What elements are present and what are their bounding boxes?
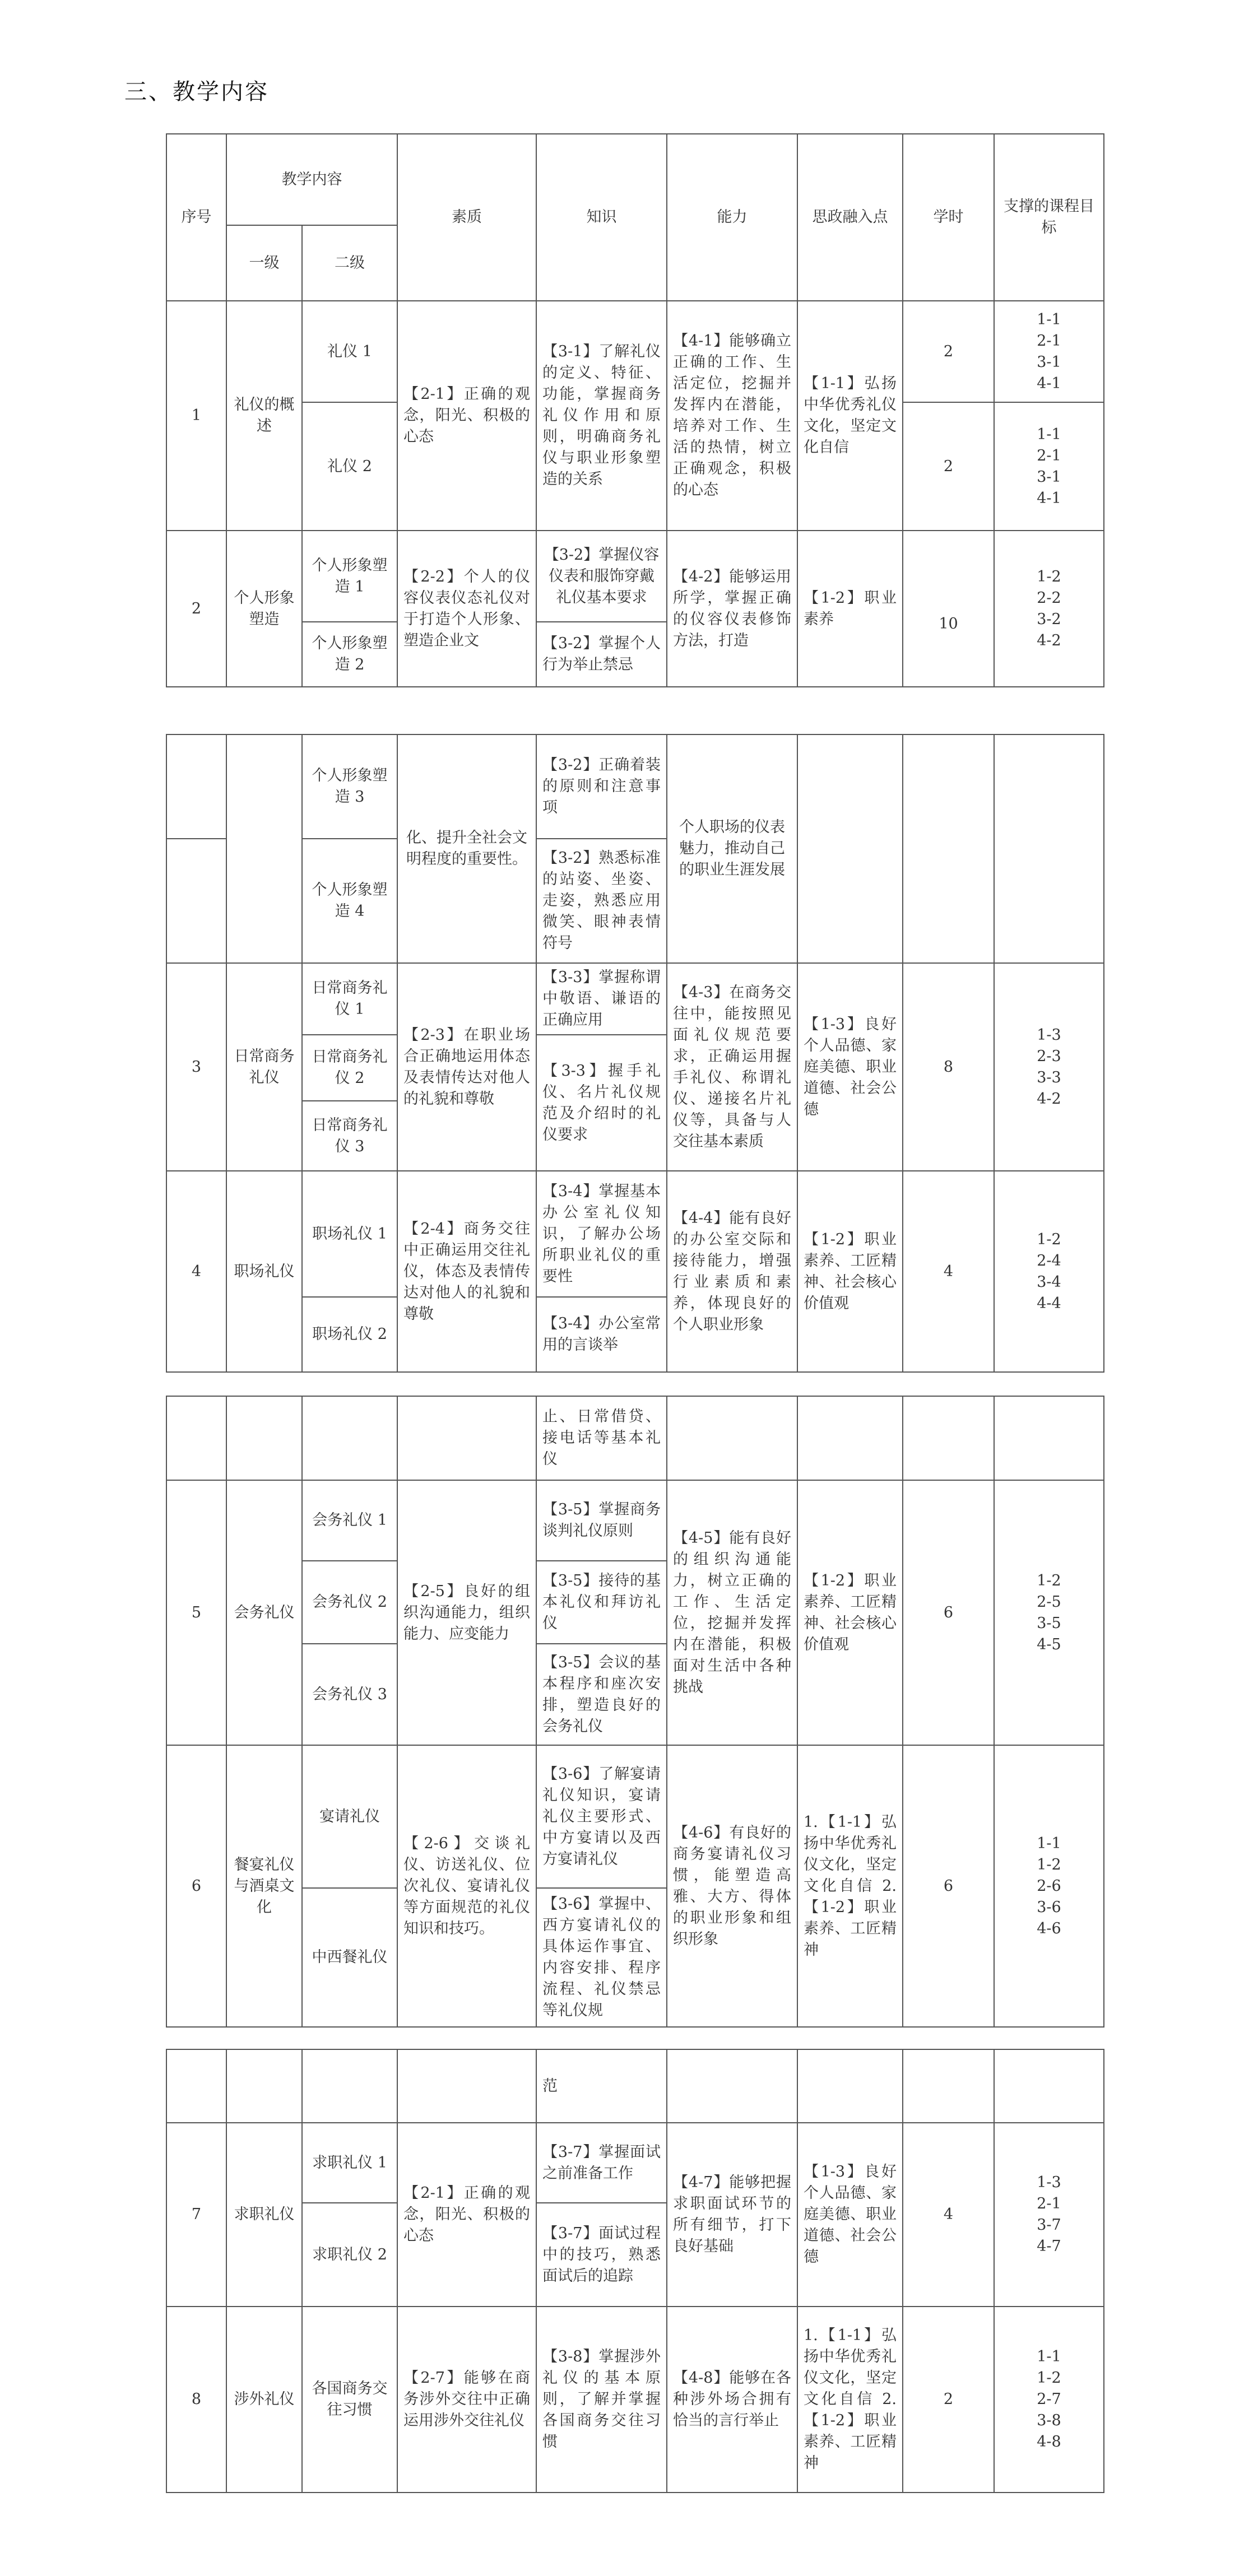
row1-knowledge: 【3-1】了解礼仪的定义、特征、功能，掌握商务礼仪作用和原则，明确商务礼仪与职业形象塑造的关系 <box>536 301 667 531</box>
row5-goal <box>994 1480 1104 1745</box>
row5-level1: 会务礼仪 <box>226 1480 302 1745</box>
row7-level1: 求职礼仪 <box>226 2123 302 2307</box>
goal-item: 2-4 <box>1037 1252 1061 1270</box>
header-content: 教学内容 <box>226 134 397 225</box>
row7-ability: 【4-7】能够把握求职面试环节的所有细节，打下良好基础 <box>667 2123 797 2307</box>
goal-item: 2-7 <box>1037 2391 1061 2408</box>
goal-item: 1-1 <box>1037 310 1061 328</box>
goal-item: 3-8 <box>1037 2412 1061 2429</box>
row3-level2-a: 日常商务礼仪 1 <box>302 963 397 1035</box>
row2-no: 2 <box>166 531 226 687</box>
row2-knowledge-b: 【3-2】掌握个人行为举止禁忌 <box>536 622 667 687</box>
goal-item: 1-2 <box>1037 1571 1061 1589</box>
goal-item: 4-2 <box>1037 1090 1061 1108</box>
goal-item: 2-5 <box>1037 1593 1061 1611</box>
cont-level1 <box>226 734 302 963</box>
cont4-quality <box>397 2049 536 2123</box>
row4-quality: 【2-4】商务交往中正确运用交往礼仪，体态及表情传达对他人的礼貌和尊敬 <box>397 1171 536 1372</box>
row4-ideology: 【1-2】职业素养、工匠精神、社会核心价值观 <box>797 1171 903 1372</box>
row4-no: 4 <box>166 1171 226 1372</box>
row3-quality: 【2-3】在职业场合正确地运用体态及表情传达对他人的礼貌和尊敬 <box>397 963 536 1171</box>
row5-ideology: 【1-2】职业素养、工匠精神、社会核心价值观 <box>797 1480 903 1745</box>
cont4-ideology <box>797 2049 903 2123</box>
row3-goal <box>994 963 1104 1171</box>
goal-item: 2-1 <box>1037 2195 1061 2212</box>
row5-quality: 【2-5】良好的组织沟通能力，组织能力、应变能力 <box>397 1480 536 1745</box>
goal-item: 2-2 <box>1037 589 1061 607</box>
goal-item: 3-7 <box>1037 2216 1061 2234</box>
row4-knowledge-b: 【3-4】办公室常用的言谈举 <box>536 1297 667 1372</box>
row2-ability: 【4-2】能够运用所学，掌握正确的仪容仪表修饰方法，打造 <box>667 531 797 687</box>
row6-level2-b: 中西餐礼仪 <box>302 1888 397 2027</box>
row8-goal <box>994 2307 1104 2493</box>
goal-item: 1-1 <box>1037 2348 1061 2365</box>
goal-item: 3-1 <box>1037 468 1061 486</box>
row1-goal-b <box>994 402 1104 531</box>
content-table-part-1 <box>166 133 1104 687</box>
cont3-knowledge: 止、日常借贷、接电话等基本礼仪 <box>536 1396 667 1480</box>
content-table-part-3 <box>166 1396 1104 2028</box>
goal-item: 1-1 <box>1037 1834 1061 1852</box>
row7-level2-b: 求职礼仪 2 <box>302 2203 397 2307</box>
row6-no: 6 <box>166 1745 226 2027</box>
goal-item: 4-4 <box>1037 1294 1061 1312</box>
row6-level1: 餐宴礼仪与酒桌文化 <box>226 1745 302 2027</box>
row3-ability: 【4-3】在商务交往中，能按照见面礼仪规范要求，正确运用握手礼仪、称谓礼仪、递接名片礼仪等，具备与人交往基本素质 <box>667 963 797 1171</box>
header-ideology: 思政融入点 <box>797 134 903 301</box>
row3-knowledge-a: 【3-3】掌握称谓中敬语、谦语的正确应用 <box>536 963 667 1035</box>
row1-level2-a: 礼仪 1 <box>302 301 397 402</box>
cont-hours <box>903 734 994 963</box>
row7-hours: 4 <box>903 2123 994 2307</box>
cont-knowledge-a: 【3-2】正确着装的原则和注意事项 <box>536 734 667 839</box>
header-hours: 学时 <box>903 134 994 301</box>
goal-item: 3-6 <box>1037 1898 1061 1916</box>
row1-hours-b: 2 <box>903 402 994 531</box>
row7-no: 7 <box>166 2123 226 2307</box>
row7-quality: 【2-1】正确的观念，阳光、积极的心态 <box>397 2123 536 2307</box>
cont3-hours <box>903 1396 994 1480</box>
goal-item: 4-8 <box>1037 2433 1061 2451</box>
row2-quality: 【2-2】个人的仪容仪表仪态礼仪对于打造个人形象、塑造企业文 <box>397 531 536 687</box>
goal-item: 4-1 <box>1037 374 1061 392</box>
row3-ideology: 【1-3】良好个人品德、家庭美德、职业道德、社会公德 <box>797 963 903 1171</box>
header-goal: 支撑的课程目标 <box>994 134 1104 301</box>
cont4-ability <box>667 2049 797 2123</box>
row8-knowledge: 【3-8】掌握涉外礼仪的基本原则，了解并掌握各国商务交往习惯 <box>536 2307 667 2493</box>
header-seq: 序号 <box>166 134 226 301</box>
cont-ideology <box>797 734 903 963</box>
cont3-no <box>166 1396 226 1480</box>
cont-quality: 化、提升全社会文明程度的重要性。 <box>397 734 536 963</box>
cont3-level1 <box>226 1396 302 1480</box>
row4-level2-b: 职场礼仪 2 <box>302 1297 397 1372</box>
header-level1: 一级 <box>226 225 302 301</box>
row5-knowledge-c: 【3-5】会议的基本程序和座次安排，塑造良好的会务礼仪 <box>536 1644 667 1745</box>
goal-item: 3-5 <box>1037 1614 1061 1632</box>
row4-level2-a: 职场礼仪 1 <box>302 1171 397 1297</box>
row5-no: 5 <box>166 1480 226 1745</box>
cont-level2-a: 个人形象塑造 3 <box>302 734 397 839</box>
goal-item: 1-3 <box>1037 2174 1061 2191</box>
row5-knowledge-a: 【3-5】掌握商务谈判礼仪原则 <box>536 1480 667 1561</box>
row8-level1: 涉外礼仪 <box>226 2307 302 2493</box>
row6-ideology: 1.【1-1】弘扬中华优秀礼仪文化，坚定文化自信 2.【1-2】职业素养、工匠精神 <box>797 1745 903 2027</box>
row3-level2-b: 日常商务礼仪 2 <box>302 1035 397 1101</box>
goal-item: 4-2 <box>1037 631 1061 649</box>
row1-hours-a: 2 <box>903 301 994 402</box>
row6-level2-a: 宴请礼仪 <box>302 1745 397 1888</box>
row7-goal <box>994 2123 1104 2307</box>
content-table-part-2 <box>166 734 1104 1373</box>
goal-item: 1-2 <box>1037 568 1061 585</box>
header-ability: 能力 <box>667 134 797 301</box>
cont3-ideology <box>797 1396 903 1480</box>
cont-ability: 个人职场的仪表魅力，推动自己的职业生涯发展 <box>667 734 797 963</box>
content-table-part-4 <box>166 2049 1104 2493</box>
goal-item: 3-3 <box>1037 1068 1061 1086</box>
goal-item: 4-7 <box>1037 2238 1061 2255</box>
row7-level2-a: 求职礼仪 1 <box>302 2123 397 2203</box>
cont4-goal <box>994 2049 1104 2123</box>
row3-no: 3 <box>166 963 226 1171</box>
goal-item: 2-1 <box>1037 332 1061 350</box>
row8-no: 8 <box>166 2307 226 2493</box>
row5-level2-c: 会务礼仪 3 <box>302 1644 397 1745</box>
row4-goal <box>994 1171 1104 1372</box>
cont4-level2 <box>302 2049 397 2123</box>
row4-ability: 【4-4】能有良好的办公室交际和接待能力，增强行业素质和素养，体现良好的个人职业形象 <box>667 1171 797 1372</box>
row7-knowledge-b: 【3-7】面试过程中的技巧，熟悉面试后的追踪 <box>536 2203 667 2307</box>
cont4-no <box>166 2049 226 2123</box>
row1-level1: 礼仪的概述 <box>226 301 302 531</box>
cont-knowledge-b: 【3-2】熟悉标准的站姿、坐姿、走姿，熟悉应用微笑、眼神表情符号 <box>536 839 667 963</box>
cont3-ability <box>667 1396 797 1480</box>
goal-item: 4-1 <box>1037 489 1061 507</box>
goal-item: 4-5 <box>1037 1635 1061 1653</box>
header-level2: 二级 <box>302 225 397 301</box>
row6-hours: 6 <box>903 1745 994 2027</box>
cont3-quality <box>397 1396 536 1480</box>
row5-knowledge-b: 【3-5】接待的基本礼仪和拜访礼仪 <box>536 1561 667 1644</box>
goal-item: 1-2 <box>1037 1230 1061 1248</box>
row3-level1: 日常商务礼仪 <box>226 963 302 1171</box>
row1-no: 1 <box>166 301 226 531</box>
goal-item: 3-2 <box>1037 610 1061 628</box>
header-quality: 素质 <box>397 134 536 301</box>
goal-item: 3-1 <box>1037 353 1061 371</box>
row3-knowledge-b: 【3-3】握手礼仪、名片礼仪规范及介绍时的礼仪要求 <box>536 1035 667 1171</box>
row2-level1: 个人形象塑造 <box>226 531 302 687</box>
cont4-level1 <box>226 2049 302 2123</box>
row4-knowledge-a: 【3-4】掌握基本办公室礼仪知识，了解办公场所职业礼仪的重要性 <box>536 1171 667 1297</box>
row3-level2-c: 日常商务礼仪 3 <box>302 1101 397 1171</box>
row1-ability: 【4-1】能够确立正确的工作、生活定位，挖掘并发挥内在潜能，培养对工作、生活的热情，树立正确观念，积极的心态 <box>667 301 797 531</box>
row2-level2-a: 个人形象塑造 1 <box>302 531 397 622</box>
cont4-knowledge: 范 <box>536 2049 667 2123</box>
row2-hours: 10 <box>903 531 994 687</box>
row2-level2-b: 个人形象塑造 2 <box>302 622 397 687</box>
row8-hours: 2 <box>903 2307 994 2493</box>
row5-hours: 6 <box>903 1480 994 1745</box>
row5-level2-a: 会务礼仪 1 <box>302 1480 397 1561</box>
row6-knowledge-a: 【3-6】了解宴请礼仪知识，宴请礼仪主要形式、中方宴请以及西方宴请礼仪 <box>536 1745 667 1888</box>
cont-no-b <box>166 839 226 963</box>
row7-knowledge-a: 【3-7】掌握面试之前准备工作 <box>536 2123 667 2203</box>
goal-item: 1-3 <box>1037 1026 1061 1044</box>
row6-knowledge-b: 【3-6】掌握中、西方宴请礼仪的具体运作事宜、内容安排、程序流程、礼仪禁忌等礼仪规 <box>536 1888 667 2027</box>
row4-hours: 4 <box>903 1171 994 1372</box>
row8-quality: 【2-7】能够在商务涉外交往中正确运用涉外交往礼仪 <box>397 2307 536 2493</box>
row1-quality: 【2-1】正确的观念，阳光、积极的心态 <box>397 301 536 531</box>
row4-level1: 职场礼仪 <box>226 1171 302 1372</box>
row1-level2-b: 礼仪 2 <box>302 402 397 531</box>
row8-level2-a: 各国商务交往习惯 <box>302 2307 397 2493</box>
goal-item: 1-2 <box>1037 2369 1061 2387</box>
section-heading: 三、教学内容 <box>124 79 269 105</box>
row5-ability: 【4-5】能有良好的组织沟通能力，树立正确的工作、生活定位，挖掘并发挥内在潜能，积极面对生活中各种挑战 <box>667 1480 797 1745</box>
row2-ideology: 【1-2】职业素养 <box>797 531 903 687</box>
goal-item: 2-3 <box>1037 1047 1061 1065</box>
cont-level2-b: 个人形象塑造 4 <box>302 839 397 963</box>
cont-goal <box>994 734 1104 963</box>
row7-ideology: 【1-3】良好个人品德、家庭美德、职业道德、社会公德 <box>797 2123 903 2307</box>
row6-ability: 【4-6】有良好的商务宴请礼仪习惯，能塑造高雅、大方、得体的职业形象和组织形象 <box>667 1745 797 2027</box>
goal-item: 3-4 <box>1037 1273 1061 1291</box>
goal-item: 4-6 <box>1037 1919 1061 1937</box>
goal-item: 2-6 <box>1037 1877 1061 1895</box>
row3-hours: 8 <box>903 963 994 1171</box>
goal-item: 1-1 <box>1037 425 1061 443</box>
row8-ideology: 1.【1-1】弘扬中华优秀礼仪文化，坚定文化自信 2.【1-2】职业素养、工匠精神 <box>797 2307 903 2493</box>
goal-item: 1-2 <box>1037 1856 1061 1873</box>
row2-goal <box>994 531 1104 687</box>
cont3-goal <box>994 1396 1104 1480</box>
row2-knowledge-a: 【3-2】掌握仪容仪表和服饰穿戴礼仪基本要求 <box>536 531 667 622</box>
row6-quality: 【2-6】交谈礼仪、访送礼仪、位次礼仪、宴请礼仪等方面规范的礼仪知识和技巧。 <box>397 1745 536 2027</box>
header-knowledge: 知识 <box>536 134 667 301</box>
cont4-hours <box>903 2049 994 2123</box>
cont-no-a <box>166 734 226 839</box>
row1-ideology: 【1-1】弘扬中华优秀礼仪文化，坚定文化自信 <box>797 301 903 531</box>
row6-goal <box>994 1745 1104 2027</box>
goal-item: 2-1 <box>1037 447 1061 464</box>
row8-ability: 【4-8】能够在各种涉外场合拥有恰当的言行举止 <box>667 2307 797 2493</box>
row5-level2-b: 会务礼仪 2 <box>302 1561 397 1644</box>
cont3-level2 <box>302 1396 397 1480</box>
row1-goal-a <box>994 301 1104 402</box>
